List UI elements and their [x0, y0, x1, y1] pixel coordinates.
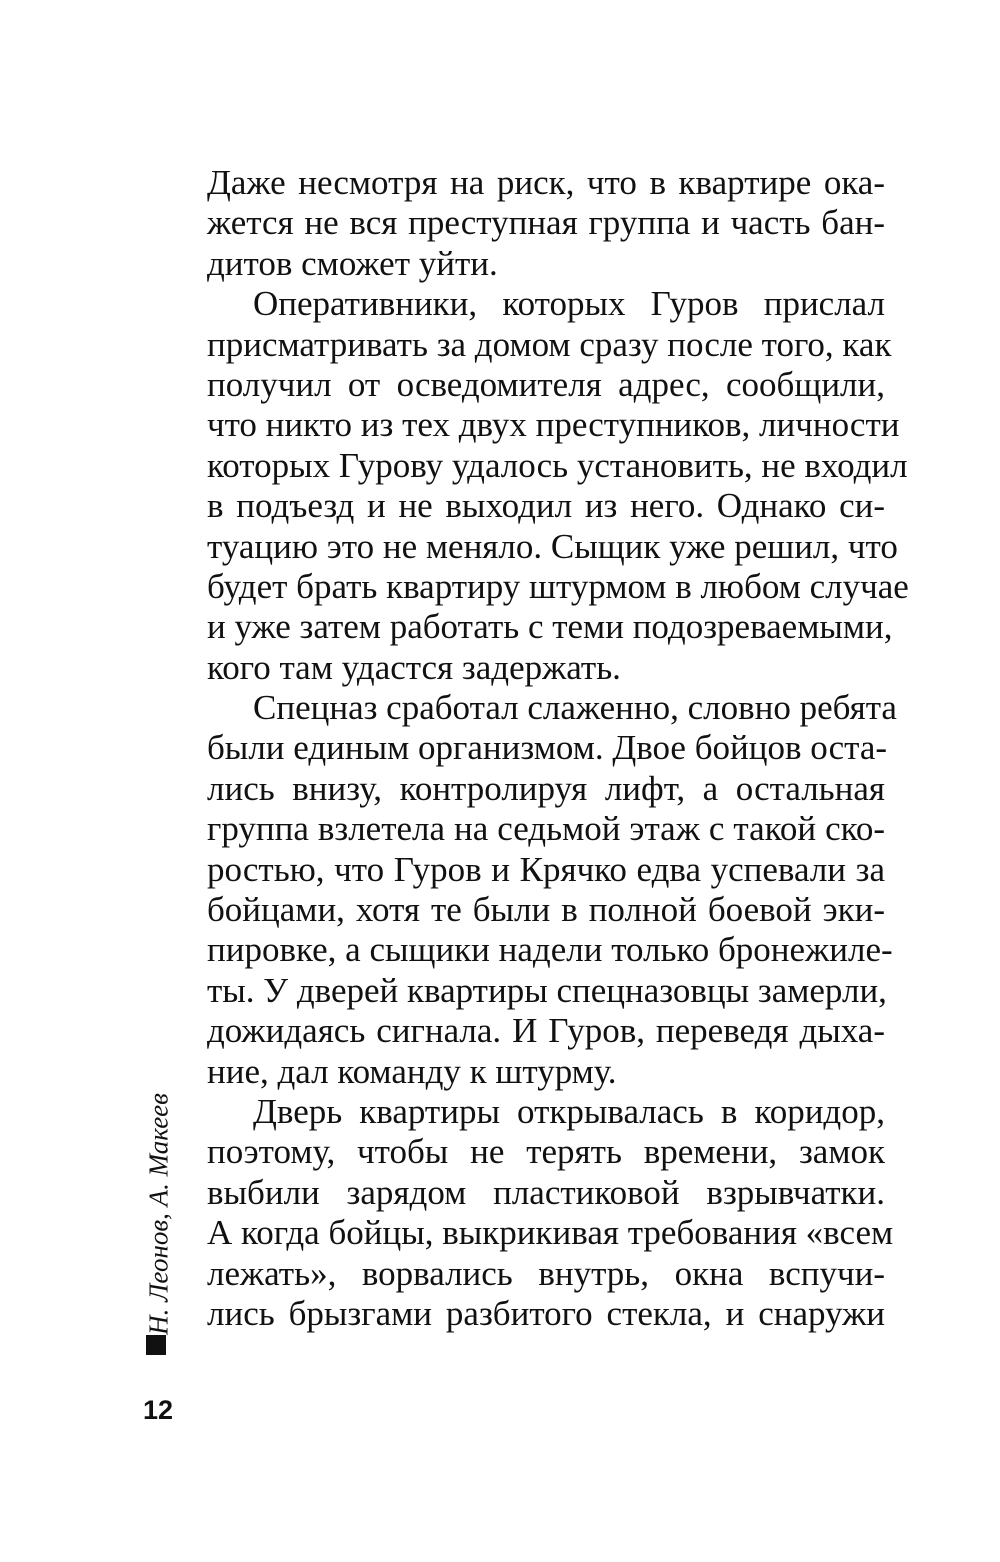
text-line: пировке, а сыщики надели только бронежиле-: [207, 930, 893, 970]
text-line: ние, дал команду к штурму.: [207, 1051, 617, 1091]
text-line: выбили зарядом пластиковой взрывчатки.: [207, 1172, 885, 1212]
running-head: [141, 1083, 177, 1345]
text-line: дитов сможет уйти.: [207, 243, 498, 283]
text-line: Дверь квартиры открывалась в коридор,: [253, 1091, 885, 1131]
text-line: поэтому, чтобы не терять времени, замок: [207, 1132, 885, 1172]
text-line: будет брать квартиру штурмом в любом случае: [207, 566, 909, 606]
text-line: присматривать за домом сразу после того, как: [207, 324, 892, 364]
text-line: что никто из тех двух преступников, личности: [207, 405, 900, 445]
text-line: лись внизу, контролируя лифт, а остальная: [207, 768, 885, 808]
paragraph-3: [207, 688, 897, 1092]
text-line: лежать», ворвались внутрь, окна вспучи-: [207, 1253, 885, 1293]
text-line: группа взлетела на седьмой этаж с такой ско-: [207, 809, 885, 849]
text-line: и уже затем работать с теми подозреваемыми,: [207, 607, 893, 647]
text-line: получил от осведомителя адрес, сообщили,: [207, 364, 885, 404]
text-line: А когда бойцы, выкрикивая требования «всем: [207, 1213, 894, 1253]
square-marker-icon: [146, 1335, 166, 1355]
text-line: ты. У дверей квартиры спецназовцы замерли,: [207, 970, 887, 1010]
body-text: [207, 163, 909, 1334]
text-line: дожидаясь сигнала. И Гуров, переведя дыха-: [207, 1011, 885, 1051]
text-line: Оперативники, которых Гуров прислал: [253, 284, 885, 324]
text-line: лись брызгами разбитого стекла, и снаружи: [207, 1293, 885, 1333]
text-line: жется не вся преступная группа и часть бан-: [207, 203, 885, 243]
text-line: туацию это не меняло. Сыщик уже решил, что: [207, 526, 898, 566]
text-line: Даже несмотря на риск, что в квартире ока-: [207, 163, 885, 202]
paragraph-1: [207, 163, 885, 284]
page-number: 12: [142, 1395, 174, 1425]
text-line: ростью, что Гуров и Крячко едва успевали за: [207, 849, 885, 889]
paragraph-2: [207, 284, 909, 688]
text-line: были единым организмом. Двое бойцов оста-: [207, 728, 888, 768]
text-line: кого там удастся задержать.: [207, 647, 621, 687]
author-running-head: Н. Леонов, А. Макеев: [143, 1093, 174, 1335]
text-line: в подъезд и не выходил из него. Однако си-: [207, 486, 885, 526]
text-line: бойцами, хотя те были в полной боевой эки-: [207, 890, 885, 930]
paragraph-4: [207, 1091, 894, 1334]
text-line: Спецназ сработал слаженно, словно ребята: [253, 688, 897, 728]
text-line: которых Гурову удалось установить, не входил: [207, 445, 908, 485]
